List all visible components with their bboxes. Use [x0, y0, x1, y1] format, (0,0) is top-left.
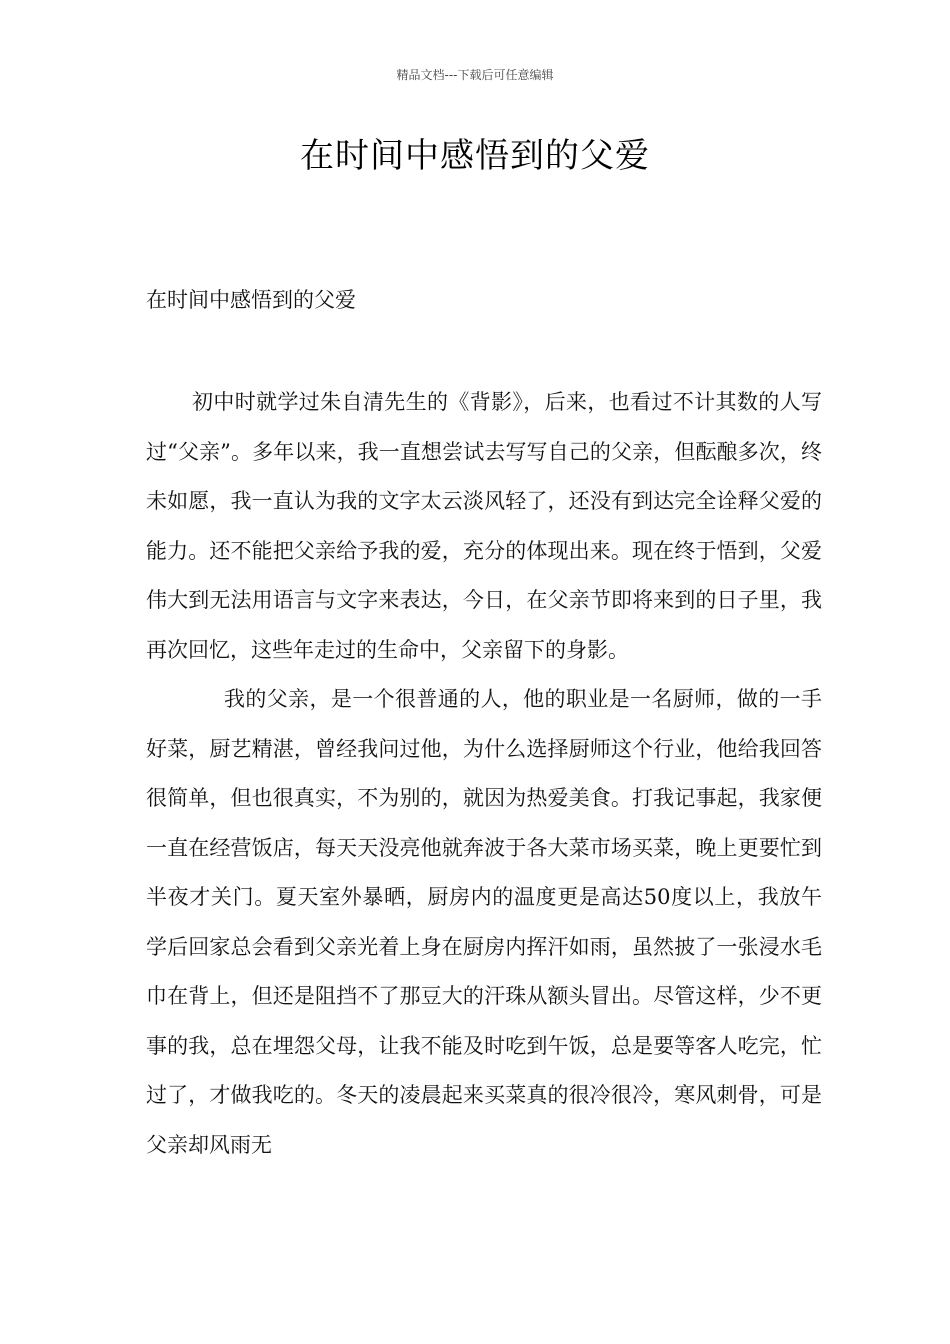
document-body [146, 378, 822, 1170]
document-title: 在时间中感悟到的父爱 [300, 136, 650, 176]
paragraph-1: 初中时就学过朱自清先生的《背影》，后来，也看过不计其数的人写过“父亲”。多年以来，我一直想尝试去写写自己的父亲，但酝酿多次，终未如愿，我一直认为我的文字太云淡风轻了，还没有到达完全诠释父爱的能力。还不能把父亲给予我的爱，充分的体现出来。现在终于悟到，父爱伟大到无法用语言与文字来表达，今日，在父亲节即将来到的日子里，我再次回忆，这些年走过的生命中，父亲留下的身影。 [146, 390, 822, 662]
page-header-note: 精品文档---下载后可任意编辑 [396, 68, 554, 82]
document-subtitle: 在时间中感悟到的父爱 [146, 288, 356, 312]
paragraph-2: 我的父亲，是一个很普通的人，他的职业是一名厨师，做的一手好菜，厨艺精湛，曾经我问过他，为什么选择厨师这个行业，他给我回答很简单，但也很真实，不为别的，就因为热爱美食。打我记事起，我家便一直在经营饭店，每天天没亮他就奔波于各大菜市场买菜，晚上更要忙到半夜才关门。夏天室外暴晒，厨房内的温度更是高达50度以上，我放午学后回家总会看到父亲光着上身在厨房内挥汗如雨，虽然披了一张浸水毛巾在背上，但还是阻挡不了那豆大的汗珠从额头冒出。尽管这样，少不更事的我，总在埋怨父母，让我不能及时吃到午饭，总是要等客人吃完，忙过了，才做我吃的。冬天的凌晨起来买菜真的很冷很冷，寒风刺骨，可是父亲却风雨无 [146, 687, 822, 1157]
